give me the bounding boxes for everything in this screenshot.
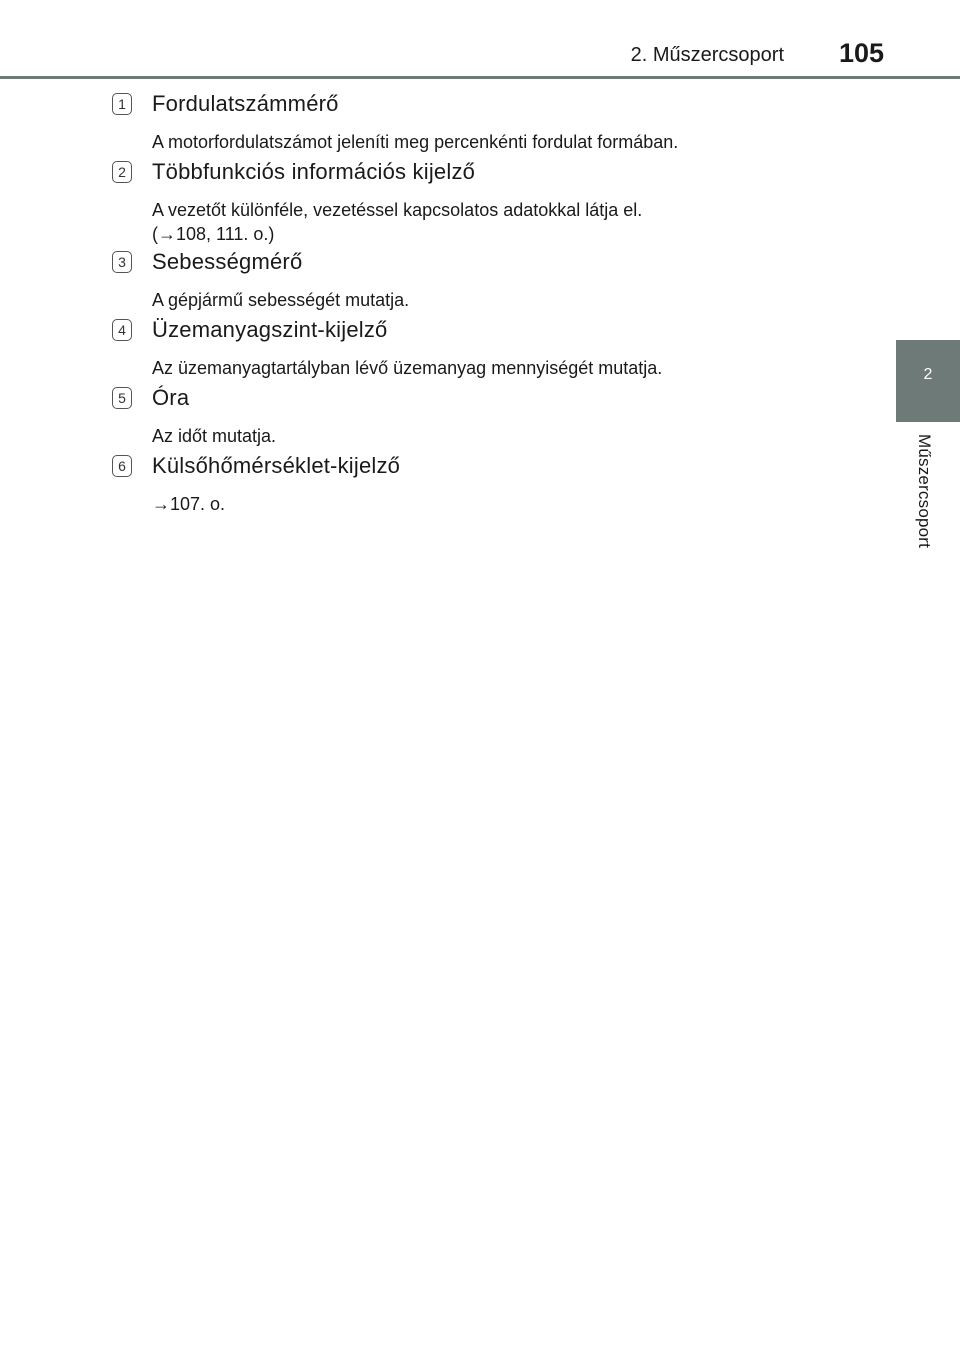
item-description: →107. o. bbox=[152, 494, 226, 514]
list-item bbox=[112, 156, 812, 246]
item-number-badge: 5 bbox=[112, 387, 132, 409]
item-number-badge: 3 bbox=[112, 251, 132, 273]
item-number-badge: 4 bbox=[112, 319, 132, 341]
header-divider bbox=[0, 76, 960, 79]
item-description: A vezetőt különféle, vezetéssel kapcsolatos adatokkal látja el. (→108, 111. o.) bbox=[152, 200, 643, 244]
item-description: Az üzemanyagtartályban lévő üzemanyag mennyiségét mutatja. bbox=[152, 358, 663, 378]
chapter-tab[interactable] bbox=[896, 340, 960, 422]
list-item bbox=[112, 450, 812, 518]
page-number: 105 bbox=[838, 38, 884, 68]
item-number-badge: 2 bbox=[112, 161, 132, 183]
item-title: Sebességmérő bbox=[152, 249, 303, 274]
item-description: Az időt mutatja. bbox=[152, 426, 277, 446]
list-item bbox=[112, 246, 812, 314]
item-title: Üzemanyagszint-kijelző bbox=[152, 317, 388, 342]
item-title: Külsőhőmérséklet-kijelző bbox=[152, 453, 401, 478]
list-item bbox=[112, 382, 812, 450]
chapter-tab-label: Műszercsoport bbox=[915, 434, 934, 549]
item-title: Óra bbox=[152, 385, 190, 410]
list-item bbox=[112, 88, 812, 156]
item-description: A motorfordulatszámot jeleníti meg percenkénti fordulat formában. bbox=[152, 132, 679, 152]
item-number-badge: 6 bbox=[112, 455, 132, 477]
list-item bbox=[112, 314, 812, 382]
item-title: Többfunkciós információs kijelző bbox=[152, 159, 476, 184]
item-description: A gépjármű sebességét mutatja. bbox=[152, 290, 410, 310]
item-list bbox=[112, 88, 812, 518]
chapter-title: 2. Műszercsoport bbox=[630, 44, 784, 66]
item-number-badge: 1 bbox=[112, 93, 132, 115]
chapter-tab-number: 2 bbox=[923, 366, 933, 383]
item-title: Fordulatszámmérő bbox=[152, 91, 339, 116]
